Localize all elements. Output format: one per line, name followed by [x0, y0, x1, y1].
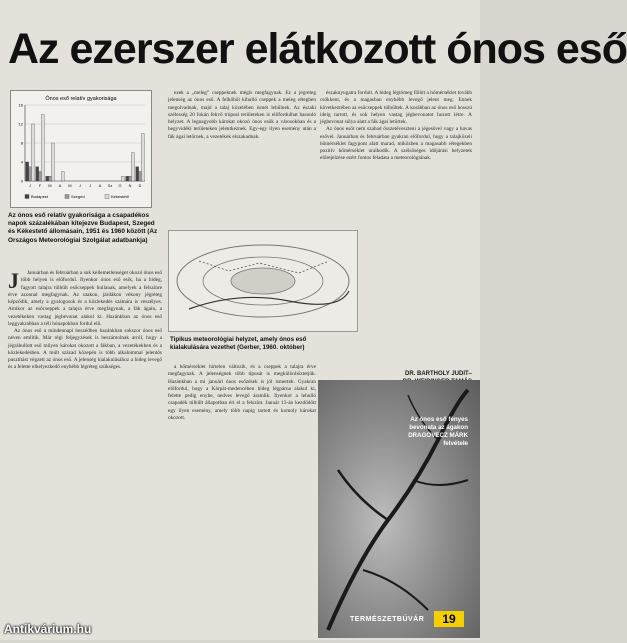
x-tick-label: Sz [107, 184, 113, 188]
y-tick-label: 8 [20, 140, 23, 146]
bar [41, 115, 44, 182]
column-2-paragraph-1: ezek a „meleg” cseppeknek mégis megfagynak. Ez a jégréteg jelenség az ónos eső. A felhőből kihulló cseppek a meleg rétegben megolvadnak, majd a talaj közelében ismét lehűlnek. Az északi szélesség 20 fokán fekvő trópusi területeken is előfordulhat hasonló helyzet. A legnagyobb károkat okozó ónos esők a városokban és a hegyvidéki területeken jelentkeznek. Egy-egy ilyen esemény után a fák ágai letörnek, a vezetékek elszakadnak. [168, 90, 316, 140]
bar [29, 167, 32, 181]
magazine-name: TERMÉSZETBÚVÁR [350, 616, 425, 623]
legend-label: Szeged [71, 194, 85, 199]
x-tick-label: N [128, 184, 132, 188]
column-1-paragraph-1: Januárban és februárban a sok kellemetlenséget okozó ónos eső több helyen is előfordul. Ilyenkor ónos eső esik, ha a hideg, fagyott talajra túlhűlt esőcseppek hullanak, amelyek a felszínre érve azonnal megfagynak. Az utakon, járdákon vékony jégréteg képződik, amely a gyalogosok és a közlekedés számára is veszélyes. Amikor az esőcseppek a talajra érve megfagynak, a fák ágain, a vezetékeken vastag jégbevonat alakul ki. Hazánkban az ónos eső leggyakrabban a téli hónapokban fordul elő. [8, 270, 162, 327]
y-tick-label: 16 [18, 102, 23, 108]
y-tick-label: 0 [20, 178, 23, 184]
bar [141, 134, 144, 182]
legend-label: Kékestető [111, 194, 129, 199]
bar [61, 172, 64, 182]
column-3 [320, 90, 472, 360]
bar [51, 143, 54, 181]
column-1-paragraph-2: Az ónos eső a mindennapi beszédben hazánkban sokszor ónos eső néven említik. Már régi feljegyzések is beszámolnak arról, hogy a jégráhullott eső milyen károkat okozott a fákban, a vezetékekben és a közlekedésben. A múlt század közepén is több alkalommal jelentős pusztítást végzett az ónos eső. A jelenség kialakulásához a hideg levegő és a felette elhelyezkedő enyhébb légréteg szükséges. [8, 328, 162, 371]
legend-swatch [105, 195, 109, 199]
y-tick-label: 4 [20, 159, 23, 165]
bar [46, 176, 49, 181]
bar [136, 167, 139, 181]
photo-caption-line-1: Az ónos eső fényes [410, 416, 468, 423]
bar [121, 176, 124, 181]
x-tick-label: J [89, 184, 91, 188]
column-2-top [168, 90, 316, 226]
bar [39, 172, 42, 182]
photo-caption [388, 416, 468, 448]
photo-caption-line-3: DRAGOVECZ MÁRK [408, 432, 468, 439]
author-line-1: DR. BARTHOLY JUDIT– [404, 371, 472, 377]
legend-swatch [25, 195, 29, 199]
legend-label: Budapest [31, 194, 48, 199]
legend-swatch [65, 195, 69, 199]
article-headline: Az ezerszer elátkozott ónos eső [8, 25, 627, 73]
x-tick-label: J [79, 184, 81, 188]
x-tick-label: M [48, 184, 52, 188]
bar [131, 153, 134, 182]
bar [139, 172, 142, 182]
side-branch-1 [338, 470, 388, 520]
column-3-paragraph-2: Az ónos esőt nem szabad összetéveszteni a jégesővel vagy a havas esővel. Januárban és februárban gyakran előfordul, hogy a talajközeli hőmérséklet fagypont alatt marad, miközben a magasabb rétegekben pozitív hőmérséklet uralkodik. A szélsőséges időjárási helyzetek előrejelzése ezért fontos feladata a meteorológiának. [320, 126, 472, 162]
side-branch-3 [363, 570, 428, 610]
map-caption: Tipikus meteorológiai helyzet, amely ónos eső kialakulására vezethet (Gerber, 1960. október) [170, 336, 307, 351]
page-number: 19 [434, 611, 464, 627]
chart-caption: Az ónos eső relatív gyakorisága a csapadékos napok százalékában kitejezve Budapest, Szeged és Kékestető állomásain, 1951 és 1960 között (Az Országos Meteorológiai Szolgálat adatbankja) [8, 212, 158, 244]
column-2-paragraph-2: a hőmérséklet hirtelen változik, és a cseppek a talajra érve megfagynak. A jelenségnek több típusát is megkülönböztetjük. Hazánkban a mi januári ónos esőzések is jól ismertek. Gyakran előfordul, hogy a Kárpát-medencében hideg légpárna alakul ki, felette pedig enyhe, nedves levegő áramlik. Ilyenkor a lehulló csapadék túlhűlt állapotban éri el a felszínt. Január 13-án kezdődött egy ilyen esemény, amely több napig tartott és komoly károkat okozott. [168, 364, 316, 421]
photo-caption-line-4: felvétele [443, 440, 468, 447]
bar [129, 176, 132, 181]
bar [126, 176, 129, 181]
x-tick-label: D [138, 184, 142, 188]
bar [49, 176, 52, 181]
isobar-inner [231, 268, 295, 294]
column-1 [8, 270, 162, 600]
drop-cap: J [8, 268, 19, 293]
x-tick-label: M [68, 184, 72, 188]
photo-caption-line-2: bevonata az ágakon [409, 424, 468, 431]
watermark: Antikvárium.hu [4, 622, 92, 636]
bar [26, 162, 29, 181]
column-2-bottom [168, 364, 316, 608]
y-tick-label: 12 [18, 121, 23, 127]
chart-title: Ónos eső relatív gyakorisága [45, 96, 117, 102]
x-tick-label: F [38, 184, 42, 188]
x-tick-label: J [29, 184, 31, 188]
frequency-chart [10, 90, 152, 208]
frequency-chart-svg [11, 91, 151, 207]
side-branch-2 [413, 480, 468, 485]
bar [36, 167, 39, 181]
column-3-paragraph-1: északnyugatra fordult. A hideg légtömeg fölött a hőmérséklet tovább csökkent, és a magasban enyhébb levegő jelent meg. Ennek következtében az esőcseppek túlhűltek. A korábban az ónos eső hosszú ideig tartott, és sok helyen vastag jégbevonatot hozott létre. A jégbevonat súlya alatt a fák ágai letörtek. [320, 90, 472, 125]
bar [31, 124, 34, 181]
x-tick-label: A [98, 184, 102, 188]
x-tick-label: A [58, 184, 62, 188]
x-tick-label: O [118, 184, 122, 188]
